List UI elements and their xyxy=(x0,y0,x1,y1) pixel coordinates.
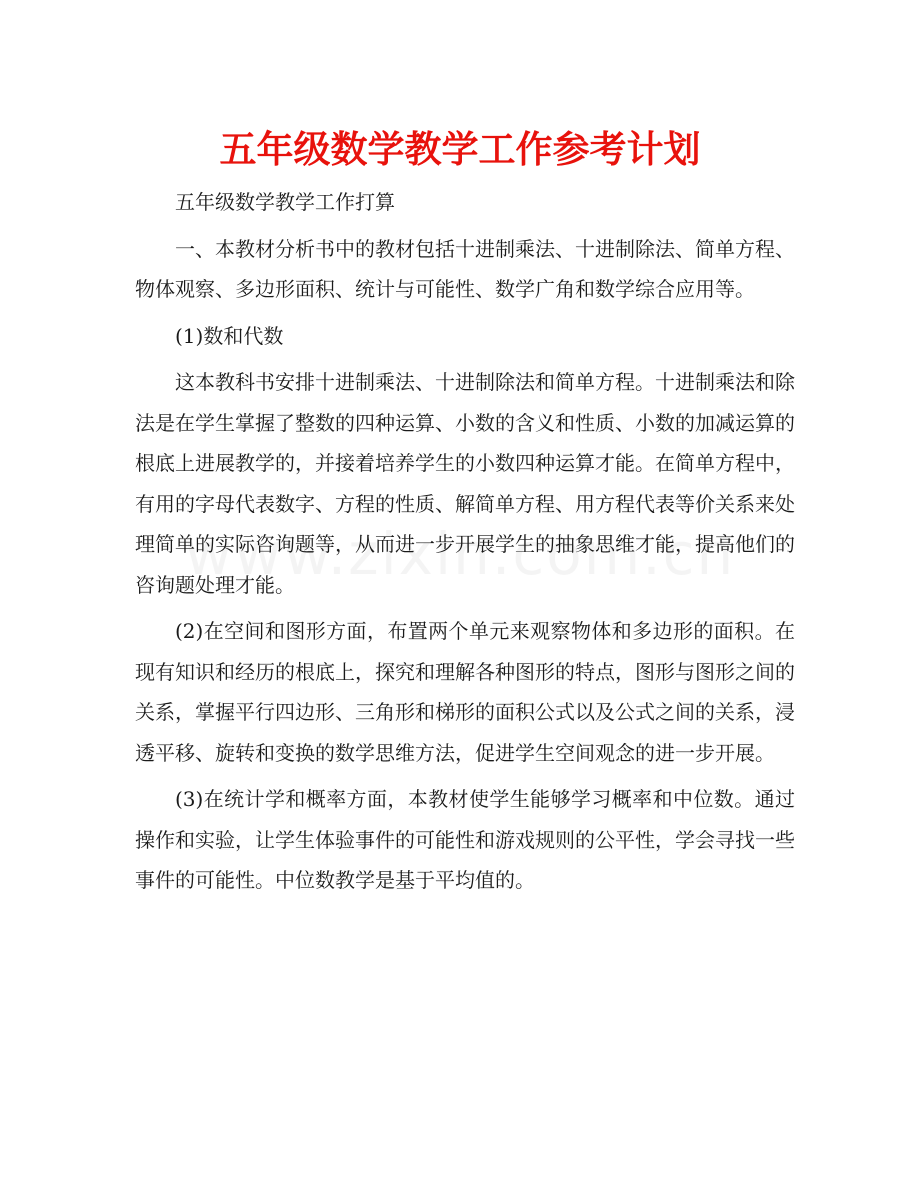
paragraph-statistics-probability: (3)在统计学和概率方面，本教材使学生能够学习概率和中位数。通过操作和实验，让学生体验事件的可能性和游戏规则的公平性，学会寻找一些事件的可能性。中位数教学是基于平均值的。 xyxy=(135,787,795,892)
paragraph-heading: 五年级数学教学工作打算 xyxy=(175,190,395,214)
document-body xyxy=(135,182,795,907)
page-title: 五年级数学教学工作参考计划 xyxy=(219,128,701,171)
paragraph-textbook-analysis: 一、本教材分析书中的教材包括十进制乘法、十进制除法、简单方程、物体观察、多边形面积、统计与可能性、数学广角和数学综合应用等。 xyxy=(135,236,795,301)
paragraph-space-geometry: (2)在空间和图形方面，布置两个单元来观察物体和多边形的面积。在现有知识和经历的根底上，探究和理解各种图形的特点，图形与图形之间的关系，掌握平行四边形、三角形和梯形的面积公式以及公式之间的关系，浸透平移、旋转和变换的数学思维方法，促进学生空间观念的进一步开展。 xyxy=(135,619,795,765)
paragraph-numbers-algebra-detail: 这本教科书安排十进制乘法、十进制除法和简单方程。十进制乘法和除法是在学生掌握了整数的四种运算、小数的含义和性质、小数的加减运算的根底上进展教学的，并接着培养学生的小数四种运算才能。在简单方程中，有用的字母代表数字、方程的性质、解简单方程、用方程代表等价关系来处理简单的实际咨询题等，从而进一步开展学生的抽象思维才能，提高他们的咨询题处理才能。 xyxy=(135,370,795,597)
paragraph-section-numbers-algebra: (1)数和代数 xyxy=(175,323,284,348)
